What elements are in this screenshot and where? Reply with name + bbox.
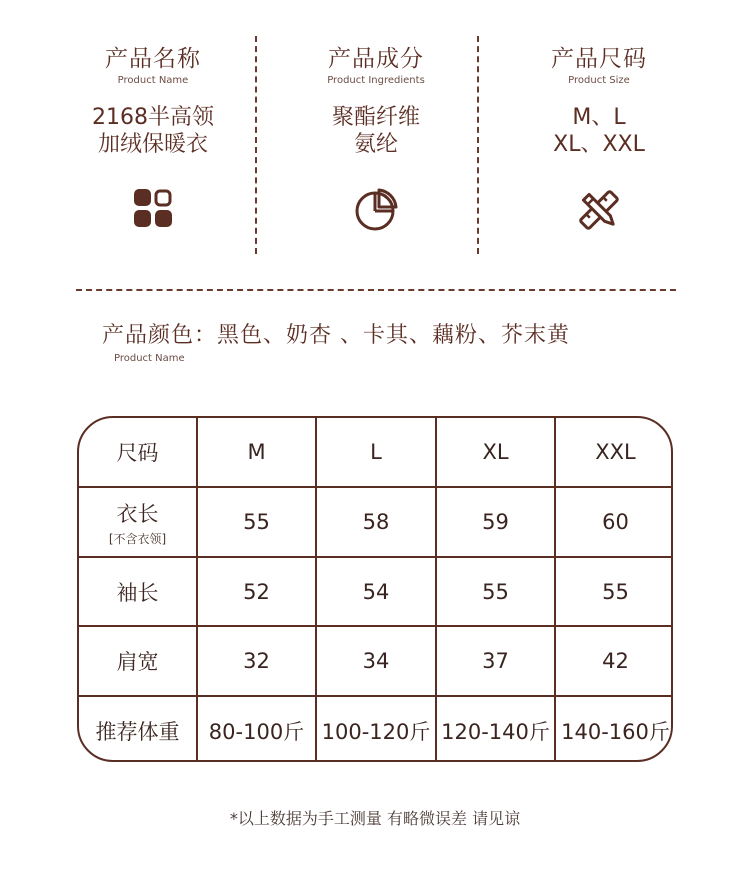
table-cell: 55 xyxy=(436,557,555,626)
horizontal-divider xyxy=(76,289,676,291)
size-table-header-row xyxy=(79,418,673,487)
table-cell: 37 xyxy=(436,626,555,696)
table-cell: 42 xyxy=(555,626,673,696)
table-row xyxy=(79,487,673,557)
row-label-length xyxy=(79,487,197,557)
table-cell: 80-100斤 xyxy=(197,696,316,762)
product-ingredients-block xyxy=(276,40,476,230)
product-name-value xyxy=(53,104,253,158)
product-ingredients-title: 产品成分 xyxy=(328,46,424,72)
table-cell: 59 xyxy=(436,487,555,557)
header-cell-xl: XL xyxy=(436,418,555,487)
row-label-sleeve: 袖长 xyxy=(79,557,197,626)
product-ingredients-subtitle: Product Ingredients xyxy=(327,75,425,86)
product-name-value-line1: 2168半高领 xyxy=(92,105,214,130)
product-name-value-line2: 加绒保暖衣 xyxy=(97,132,208,157)
product-size-value-line2: XL、XXL xyxy=(553,132,645,157)
grid-icon xyxy=(53,188,253,230)
product-name-subtitle: Product Name xyxy=(117,75,189,86)
product-info-section xyxy=(0,0,750,270)
vertical-divider-2 xyxy=(477,36,479,254)
product-ingredients-value-line2: 氨纶 xyxy=(353,132,398,157)
table-cell: 60 xyxy=(555,487,673,557)
row-label-length-text: 衣长 xyxy=(116,501,159,526)
table-row xyxy=(79,696,673,762)
header-cell-m: M xyxy=(197,418,316,487)
vertical-divider-1 xyxy=(255,36,257,254)
header-cell-l: L xyxy=(316,418,436,487)
product-color-block xyxy=(102,318,570,364)
table-cell: 55 xyxy=(555,557,673,626)
product-color-subtitle: Product Name xyxy=(114,353,185,364)
product-ingredients-value-line1: 聚酯纤维 xyxy=(331,105,420,130)
size-table xyxy=(77,416,673,762)
table-cell: 120-140斤 xyxy=(436,696,555,762)
table-cell: 32 xyxy=(197,626,316,696)
table-cell: 100-120斤 xyxy=(316,696,436,762)
header-cell-xxl: XXL xyxy=(555,418,673,487)
row-label-length-note: [不含衣领] xyxy=(108,531,167,546)
table-cell: 34 xyxy=(316,626,436,696)
product-name-title: 产品名称 xyxy=(105,46,201,72)
table-cell: 52 xyxy=(197,557,316,626)
product-ingredients-value xyxy=(276,104,476,158)
table-row xyxy=(79,557,673,626)
product-size-value xyxy=(499,104,699,158)
row-label-weight: 推荐体重 xyxy=(79,696,197,762)
table-cell: 58 xyxy=(316,487,436,557)
table-row xyxy=(79,626,673,696)
ruler-pencil-icon xyxy=(499,188,699,230)
row-label-shoulder: 肩宽 xyxy=(79,626,197,696)
measurement-footnote: *以上数据为手工测量 有略微误差 请见谅 xyxy=(229,809,521,828)
table-cell: 140-160斤 xyxy=(555,696,673,762)
product-color-text: 产品颜色：黑色、奶杏 、卡其、藕粉、芥末黄 xyxy=(102,323,570,348)
table-cell: 54 xyxy=(316,557,436,626)
product-size-block xyxy=(499,40,699,230)
table-cell: 55 xyxy=(197,487,316,557)
header-cell-size: 尺码 xyxy=(79,418,197,487)
pie-chart-icon xyxy=(276,188,476,230)
product-size-value-line1: M、L xyxy=(572,105,626,130)
product-name-block xyxy=(53,40,253,230)
product-size-subtitle: Product Size xyxy=(568,75,630,86)
product-size-title: 产品尺码 xyxy=(551,46,647,72)
